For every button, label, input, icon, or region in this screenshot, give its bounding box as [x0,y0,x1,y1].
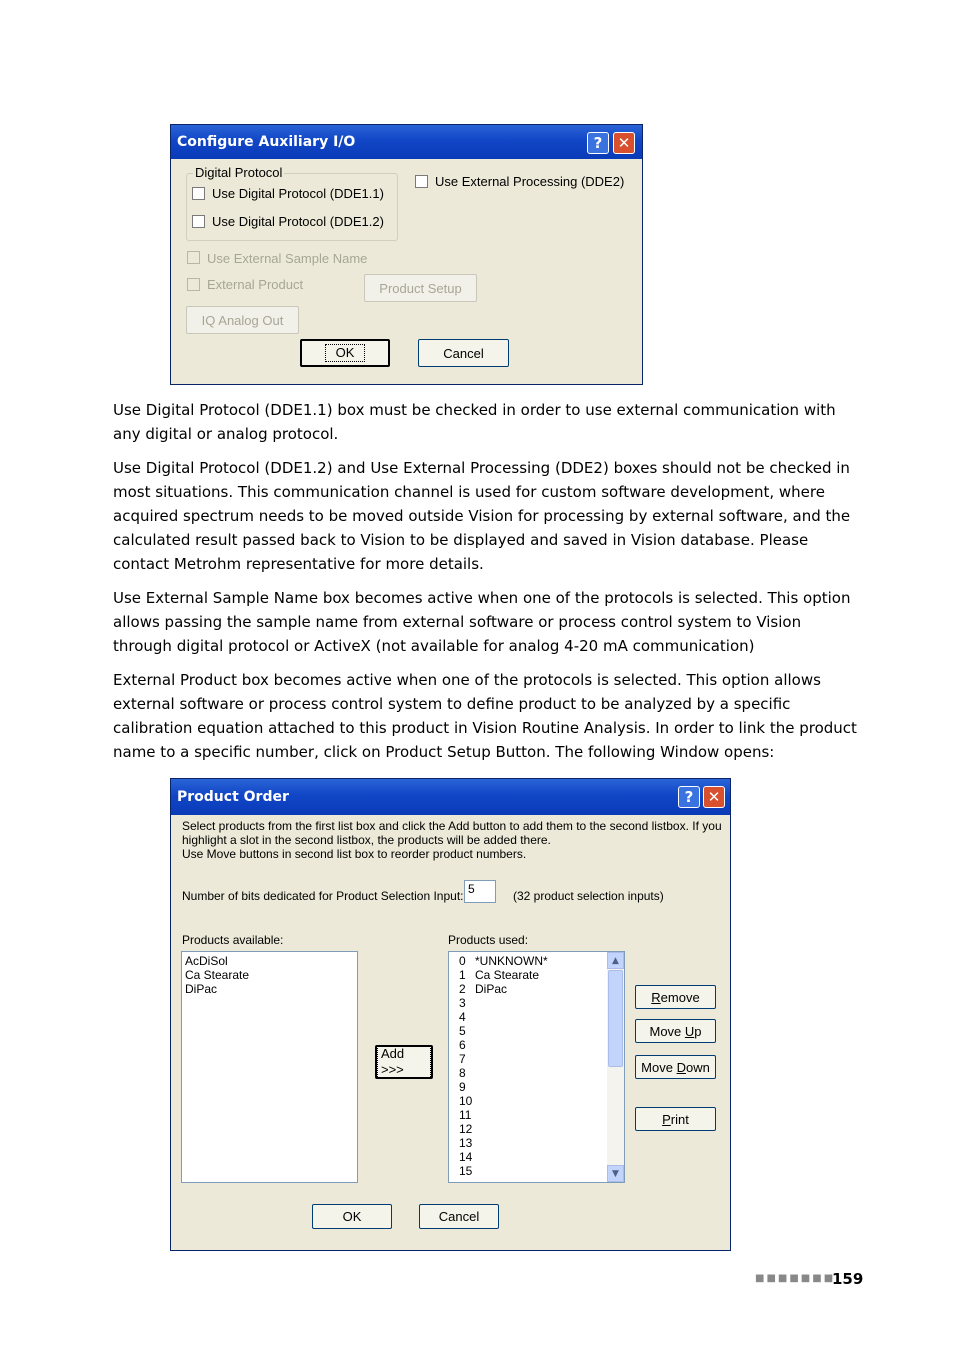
list-item[interactable] [459,1024,609,1038]
slot-number: 6 [459,1038,466,1052]
external-product-checkbox[interactable] [187,278,200,291]
dde12-checkbox[interactable] [192,215,205,228]
dialog-client-area [175,815,726,1246]
list-item[interactable] [459,968,609,982]
list-item[interactable] [459,1066,609,1080]
dde11-checkbox-label[interactable]: Use Digital Protocol (DDE1.1) [212,186,384,201]
move-down-label-post: own [685,1059,710,1075]
product-setup-button[interactable]: Product Setup [364,274,477,302]
slot-product: *UNKNOWN* [475,954,548,968]
list-item[interactable] [459,982,609,996]
list-item[interactable] [459,1164,609,1178]
slot-number: 10 [459,1094,473,1108]
move-up-label-pre: Move [649,1023,685,1039]
slot-number: 8 [459,1066,466,1080]
close-icon[interactable]: ✕ [613,132,635,154]
slot-number: 2 [459,982,466,996]
configure-auxiliary-io-dialog [170,124,643,385]
external-processing-checkbox-label[interactable]: Use External Processing (DDE2) [435,174,625,189]
list-item[interactable] [459,996,609,1010]
slot-number: 14 [459,1150,473,1164]
list-item[interactable] [459,1080,609,1094]
slot-number: 11 [459,1108,472,1122]
bits-input[interactable]: 5 [464,880,496,903]
ok-button[interactable]: OK [312,1204,392,1229]
instructions-line-2: highlight a slot in the second listbox, the products will be added there. [182,833,551,847]
bits-label: Number of bits dedicated for Product Selection Input: [182,889,464,903]
close-icon[interactable]: ✕ [703,786,725,808]
dialog-title: Configure Auxiliary I/O [177,134,356,150]
add-button[interactable] [375,1045,433,1079]
slot-number: 9 [459,1080,466,1094]
list-item[interactable] [459,954,609,968]
list-item[interactable] [459,1038,609,1052]
print-label-post: rint [670,1111,689,1127]
print-button[interactable] [635,1107,716,1131]
products-used-label: Products used: [448,933,529,947]
paragraph-external-product: External Product box becomes active when one of the protocols is selected. This option allows external software or process control system to define product to be analyzed by a specific calibration equation attached to this product in Vision Routine Analysis. In order to link the product name to a specific number, click on Product Setup Button. The following Window opens: [113,671,857,761]
list-item[interactable]: DiPac [185,982,218,996]
move-up-button[interactable] [635,1019,716,1043]
products-available-label: Products available: [182,933,284,947]
dialog-title-bar[interactable] [171,125,642,159]
move-down-label-key: D [676,1059,686,1075]
remove-label-key: R [651,989,661,1005]
slot-number: 5 [459,1024,466,1038]
list-item[interactable] [459,1052,609,1066]
remove-label-post: emove [660,989,700,1005]
external-sample-name-checkbox-label[interactable]: Use External Sample Name [207,251,368,266]
digital-protocol-group-label: Digital Protocol [195,165,283,180]
add-button-label: Add >>> [377,1045,431,1079]
list-item[interactable] [459,1122,609,1136]
dde12-checkbox-label[interactable]: Use Digital Protocol (DDE1.2) [212,214,384,229]
slot-number: 1 [459,968,466,982]
slot-product: Ca Stearate [475,968,540,982]
slot-number: 4 [459,1010,466,1024]
ok-button-label: OK [325,344,366,362]
products-available-listbox[interactable] [181,951,358,1183]
move-down-button[interactable] [635,1055,716,1079]
products-used-items [459,954,609,1178]
slot-number: 15 [459,1164,473,1178]
move-up-label-post: p [694,1023,702,1039]
footer-decoration: ■■■■■■■ [755,1273,836,1284]
cancel-button[interactable]: Cancel [419,1204,499,1229]
scroll-down-icon[interactable]: ▼ [607,1165,624,1182]
help-icon[interactable]: ? [587,132,609,154]
product-order-dialog [170,778,731,1251]
digital-protocol-groupbox [186,173,398,241]
slot-number: 0 [459,954,466,968]
bits-note: (32 product selection inputs) [513,889,664,903]
print-label-key: P [662,1111,671,1127]
slot-number: 7 [459,1052,466,1066]
list-item[interactable] [459,1108,609,1122]
dialog-title-bar[interactable] [171,779,730,815]
instructions-line-1: Select products from the first list box and click the Add button to add them to the second listbox. If you [182,819,722,833]
list-item[interactable]: AcDiSol [185,954,228,968]
external-product-checkbox-label[interactable]: External Product [207,277,304,292]
list-item[interactable]: Ca Stearate [185,968,250,982]
external-processing-checkbox[interactable] [415,175,428,188]
move-down-label-pre: Move [641,1059,677,1075]
list-item[interactable] [459,1094,609,1108]
remove-button[interactable] [635,985,716,1009]
vertical-scrollbar[interactable] [607,952,624,1182]
scroll-up-icon[interactable]: ▲ [607,952,624,969]
slot-number: 3 [459,996,466,1010]
help-icon[interactable]: ? [678,786,700,808]
list-item[interactable] [459,1136,609,1150]
external-sample-name-checkbox[interactable] [187,251,200,264]
products-used-listbox[interactable] [448,951,625,1183]
slot-number: 12 [459,1122,473,1136]
dialog-title: Product Order [177,789,289,805]
ok-button[interactable] [300,339,390,367]
slot-number: 13 [459,1136,473,1150]
page-number: 159 [832,1270,864,1288]
paragraph-dde11: Use Digital Protocol (DDE1.1) box must be checked in order to use external communication with any digital or analog protocol. [113,401,836,443]
list-item[interactable] [459,1010,609,1024]
slot-product: DiPac [475,982,508,996]
instructions-line-3: Use Move buttons in second list box to reorder product numbers. [182,847,527,861]
paragraph-dde12: Use Digital Protocol (DDE1.2) and Use External Processing (DDE2) boxes should not be checked in most situations. This communication channel is used for custom software development, where acquired spectrum needs to be moved outside Vision for processing by external software, and the calculated result passed back to Vision to be displayed and saved in Vision database. Please contact Metrohm representative for more details. [113,459,851,573]
move-up-label-key: U [684,1023,695,1039]
dialog-client-area [175,159,638,380]
dde11-checkbox[interactable] [192,187,205,200]
list-item[interactable] [459,1150,609,1164]
scroll-thumb[interactable] [608,970,623,1067]
paragraph-sample-name: Use External Sample Name box becomes active when one of the protocols is selected. This option allows passing the sample name from external software or process control system to Vision through digital protocol or ActiveX (not available for analog 4-20 mA communication) [113,589,851,655]
cancel-button[interactable]: Cancel [418,339,509,367]
iq-analog-out-button[interactable]: IQ Analog Out [186,306,299,334]
